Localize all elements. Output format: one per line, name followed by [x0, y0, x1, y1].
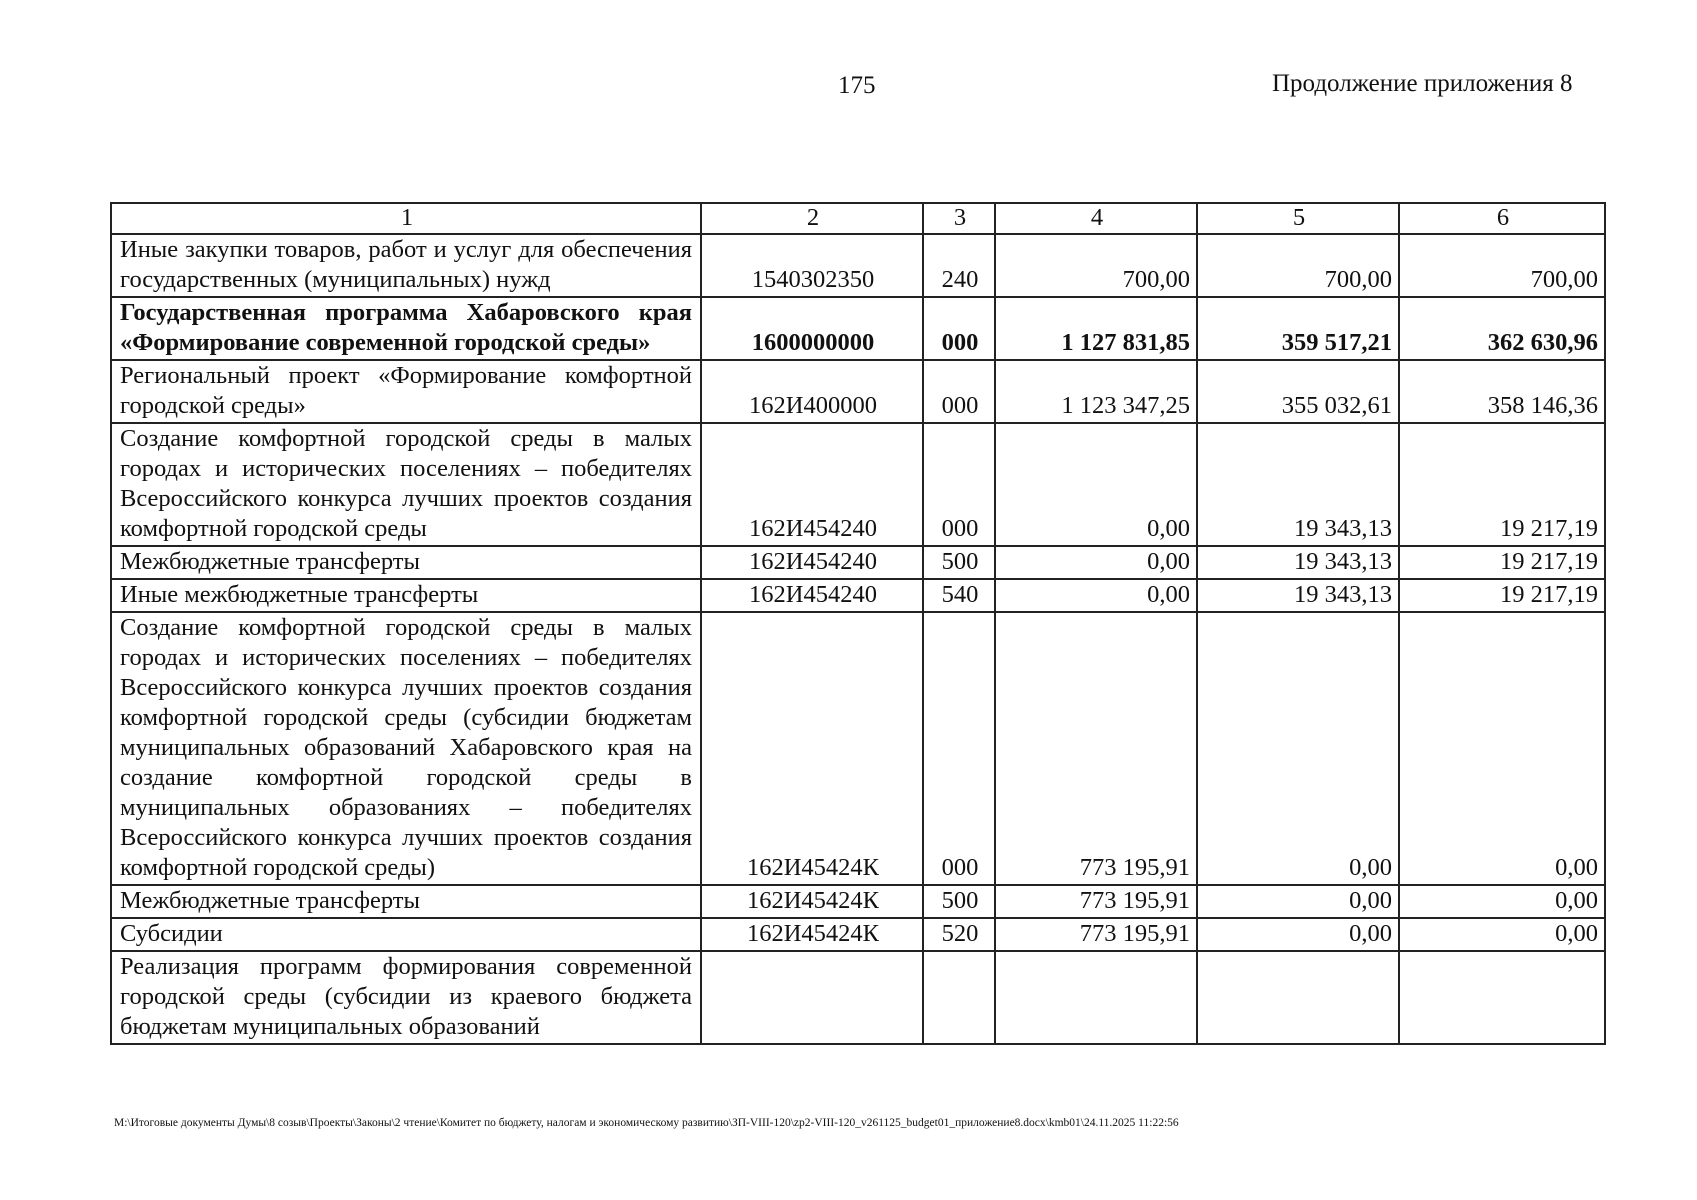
amount-year-2: 700,00 [1197, 234, 1399, 297]
amount-year-1: 0,00 [995, 546, 1197, 579]
table-row [111, 360, 1605, 423]
table-row [111, 546, 1605, 579]
column-number: 5 [1197, 203, 1399, 234]
row-name: Государственная программа Хабаровского края «Формирование современной городской среды» [111, 297, 701, 360]
table-row [111, 579, 1605, 612]
expense-type-code: 240 [923, 234, 995, 297]
expense-type-code: 500 [923, 546, 995, 579]
amount-year-1: 0,00 [995, 579, 1197, 612]
target-article-code: 162И454240 [701, 579, 923, 612]
amount-year-3: 19 217,19 [1399, 546, 1605, 579]
row-name: Иные закупки товаров, работ и услуг для обеспечения государственных (муниципальных) нужд [111, 234, 701, 297]
amount-year-3: 362 630,96 [1399, 297, 1605, 360]
amount-year-2: 0,00 [1197, 918, 1399, 951]
amount-year-2: 0,00 [1197, 612, 1399, 885]
amount-year-3: 700,00 [1399, 234, 1605, 297]
row-name: Создание комфортной городской среды в малых городах и исторических поселениях – победителях Всероссийского конкурса лучших проектов создания комфортной городской среды [111, 423, 701, 546]
amount-year-2 [1197, 951, 1399, 1044]
amount-year-3: 0,00 [1399, 612, 1605, 885]
expense-type-code: 000 [923, 423, 995, 546]
target-article-code: 1540302350 [701, 234, 923, 297]
amount-year-2: 359 517,21 [1197, 297, 1399, 360]
target-article-code: 162И45424К [701, 612, 923, 885]
row-name: Региональный проект «Формирование комфортной городской среды» [111, 360, 701, 423]
table-row [111, 918, 1605, 951]
page-number: 175 [838, 72, 876, 99]
amount-year-3: 358 146,36 [1399, 360, 1605, 423]
row-name: Иные межбюджетные трансферты [111, 579, 701, 612]
target-article-code: 1600000000 [701, 297, 923, 360]
target-article-code: 162И400000 [701, 360, 923, 423]
expense-type-code: 540 [923, 579, 995, 612]
table-row [111, 423, 1605, 546]
row-name: Реализация программ формирования современной городской среды (субсидии из краевого бюджета бюджетам муниципальных образований [111, 951, 701, 1044]
target-article-code [701, 951, 923, 1044]
amount-year-1: 1 127 831,85 [995, 297, 1197, 360]
column-number: 3 [923, 203, 995, 234]
row-name: Межбюджетные трансферты [111, 546, 701, 579]
amount-year-1: 773 195,91 [995, 885, 1197, 918]
table-row [111, 234, 1605, 297]
row-name: Создание комфортной городской среды в малых городах и исторических поселениях – победителях Всероссийского конкурса лучших проектов создания комфортной городской среды (субсидии бюджетам муниципальных образований Хабаровского края на создание комфортной городской среды в муниципальных образованиях – победителях Всероссийского конкурса лучших проектов создания комфортной городской среды) [111, 612, 701, 885]
target-article-code: 162И454240 [701, 423, 923, 546]
amount-year-1: 700,00 [995, 234, 1197, 297]
amount-year-1: 773 195,91 [995, 612, 1197, 885]
column-number: 2 [701, 203, 923, 234]
column-number: 1 [111, 203, 701, 234]
target-article-code: 162И454240 [701, 546, 923, 579]
amount-year-2: 19 343,13 [1197, 579, 1399, 612]
amount-year-3: 0,00 [1399, 918, 1605, 951]
column-number-row [111, 203, 1605, 234]
table-row [111, 612, 1605, 885]
amount-year-3 [1399, 951, 1605, 1044]
expense-type-code: 000 [923, 360, 995, 423]
row-name: Субсидии [111, 918, 701, 951]
amount-year-3: 19 217,19 [1399, 579, 1605, 612]
budget-table [110, 202, 1606, 1045]
amount-year-1 [995, 951, 1197, 1044]
footer-file-path: M:\Итоговые документы Думы\8 созыв\Проекты\Законы\2 чтение\Комитет по бюджету, налогам и экономическому развитию\ЗП-VIII-120\zp2-VIII-120_v261125_budget01_приложение8.docx\kmb01\24.11.2025 11:22:56 [114, 1117, 1179, 1129]
column-number: 6 [1399, 203, 1605, 234]
appendix-label: Продолжение приложения 8 [1272, 70, 1573, 97]
target-article-code: 162И45424К [701, 885, 923, 918]
amount-year-1: 773 195,91 [995, 918, 1197, 951]
expense-type-code: 000 [923, 612, 995, 885]
expense-type-code: 520 [923, 918, 995, 951]
table-row [111, 951, 1605, 1044]
amount-year-3: 19 217,19 [1399, 423, 1605, 546]
expense-type-code: 000 [923, 297, 995, 360]
row-name: Межбюджетные трансферты [111, 885, 701, 918]
table-row [111, 885, 1605, 918]
amount-year-3: 0,00 [1399, 885, 1605, 918]
expense-type-code [923, 951, 995, 1044]
column-number: 4 [995, 203, 1197, 234]
amount-year-1: 0,00 [995, 423, 1197, 546]
table-row [111, 297, 1605, 360]
expense-type-code: 500 [923, 885, 995, 918]
target-article-code: 162И45424К [701, 918, 923, 951]
amount-year-1: 1 123 347,25 [995, 360, 1197, 423]
amount-year-2: 0,00 [1197, 885, 1399, 918]
amount-year-2: 19 343,13 [1197, 423, 1399, 546]
amount-year-2: 19 343,13 [1197, 546, 1399, 579]
amount-year-2: 355 032,61 [1197, 360, 1399, 423]
